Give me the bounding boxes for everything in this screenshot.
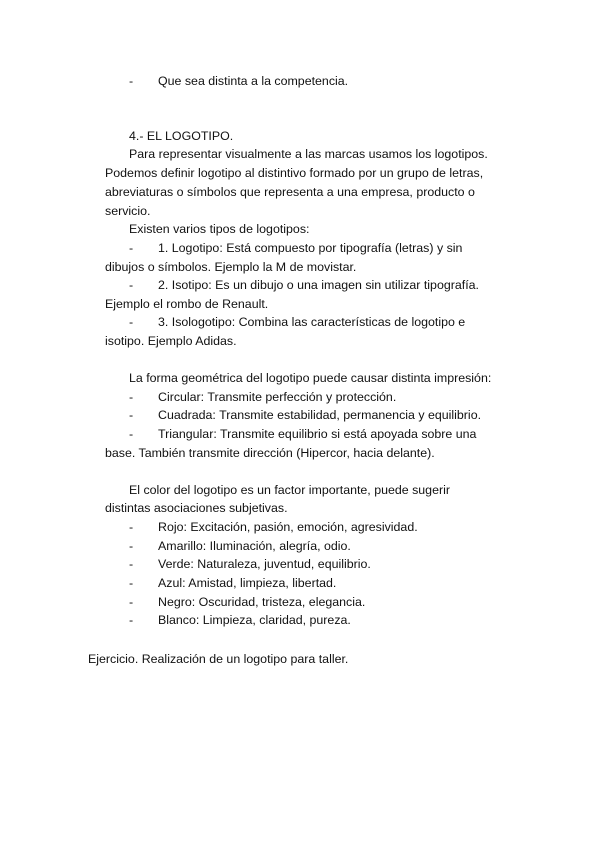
bullet-dash: - — [129, 613, 134, 627]
intro-line: servicio. — [105, 204, 151, 218]
shape-item: Circular: Transmite perfección y protección. — [158, 390, 397, 404]
bullet-dash: - — [129, 557, 134, 571]
exercise-line: Ejercicio. Realización de un logotipo para taller. — [88, 652, 349, 666]
shape-item-continuation: base. También transmite dirección (Hipercor, hacia delante). — [105, 446, 435, 460]
type-item-line: 3. Isologotipo: Combina las características de logotipo e — [158, 315, 466, 329]
bullet-dash: - — [129, 408, 134, 422]
bullet-dash: - — [129, 576, 134, 590]
bullet-dash: - — [129, 390, 134, 404]
color-item: Blanco: Limpieza, claridad, pureza. — [158, 613, 351, 627]
top-bullet-text: Que sea distinta a la competencia. — [158, 74, 349, 88]
color-item: Rojo: Excitación, pasión, emoción, agresividad. — [158, 520, 418, 534]
types-intro: Existen varios tipos de logotipos: — [129, 222, 310, 236]
intro-line: abreviaturas o símbolos que representa a una empresa, producto o — [105, 185, 475, 199]
section-heading: 4.- EL LOGOTIPO. — [129, 129, 234, 143]
type-item-line: Ejemplo el rombo de Renault. — [105, 297, 269, 311]
shape-item: Triangular: Transmite equilibrio si está apoyada sobre una — [158, 427, 477, 441]
color-item: Amarillo: Iluminación, alegría, odio. — [158, 539, 351, 553]
shape-intro: La forma geométrica del logotipo puede causar distinta impresión: — [129, 371, 492, 385]
bullet-dash: - — [129, 539, 134, 553]
color-item: Azul: Amistad, limpieza, libertad. — [158, 576, 337, 590]
type-item-line: dibujos o símbolos. Ejemplo la M de movistar. — [105, 260, 357, 274]
type-item-line: 2. Isotipo: Es un dibujo o una imagen sin utilizar tipografía. — [158, 278, 479, 292]
bullet-dash: - — [129, 315, 134, 329]
shape-item: Cuadrada: Transmite estabilidad, permanencia y equilibrio. — [158, 408, 482, 422]
bullet-dash: - — [129, 520, 134, 534]
bullet-dash: - — [129, 278, 134, 292]
color-item: Negro: Oscuridad, tristeza, elegancia. — [158, 595, 366, 609]
bullet-dash: - — [129, 74, 134, 88]
type-item-line: 1. Logotipo: Está compuesto por tipografía (letras) y sin — [158, 241, 463, 255]
color-intro-line: distintas asociaciones subjetivas. — [105, 501, 288, 515]
bullet-dash: - — [129, 427, 134, 441]
color-item: Verde: Naturaleza, juventud, equilibrio. — [158, 557, 371, 571]
bullet-dash: - — [129, 595, 134, 609]
type-item-line: isotipo. Ejemplo Adidas. — [105, 334, 237, 348]
color-intro-line: El color del logotipo es un factor importante, puede sugerir — [129, 483, 450, 497]
bullet-dash: - — [129, 241, 134, 255]
intro-line: Para representar visualmente a las marcas usamos los logotipos. — [129, 147, 488, 161]
intro-line: Podemos definir logotipo al distintivo formado por un grupo de letras, — [105, 166, 484, 180]
